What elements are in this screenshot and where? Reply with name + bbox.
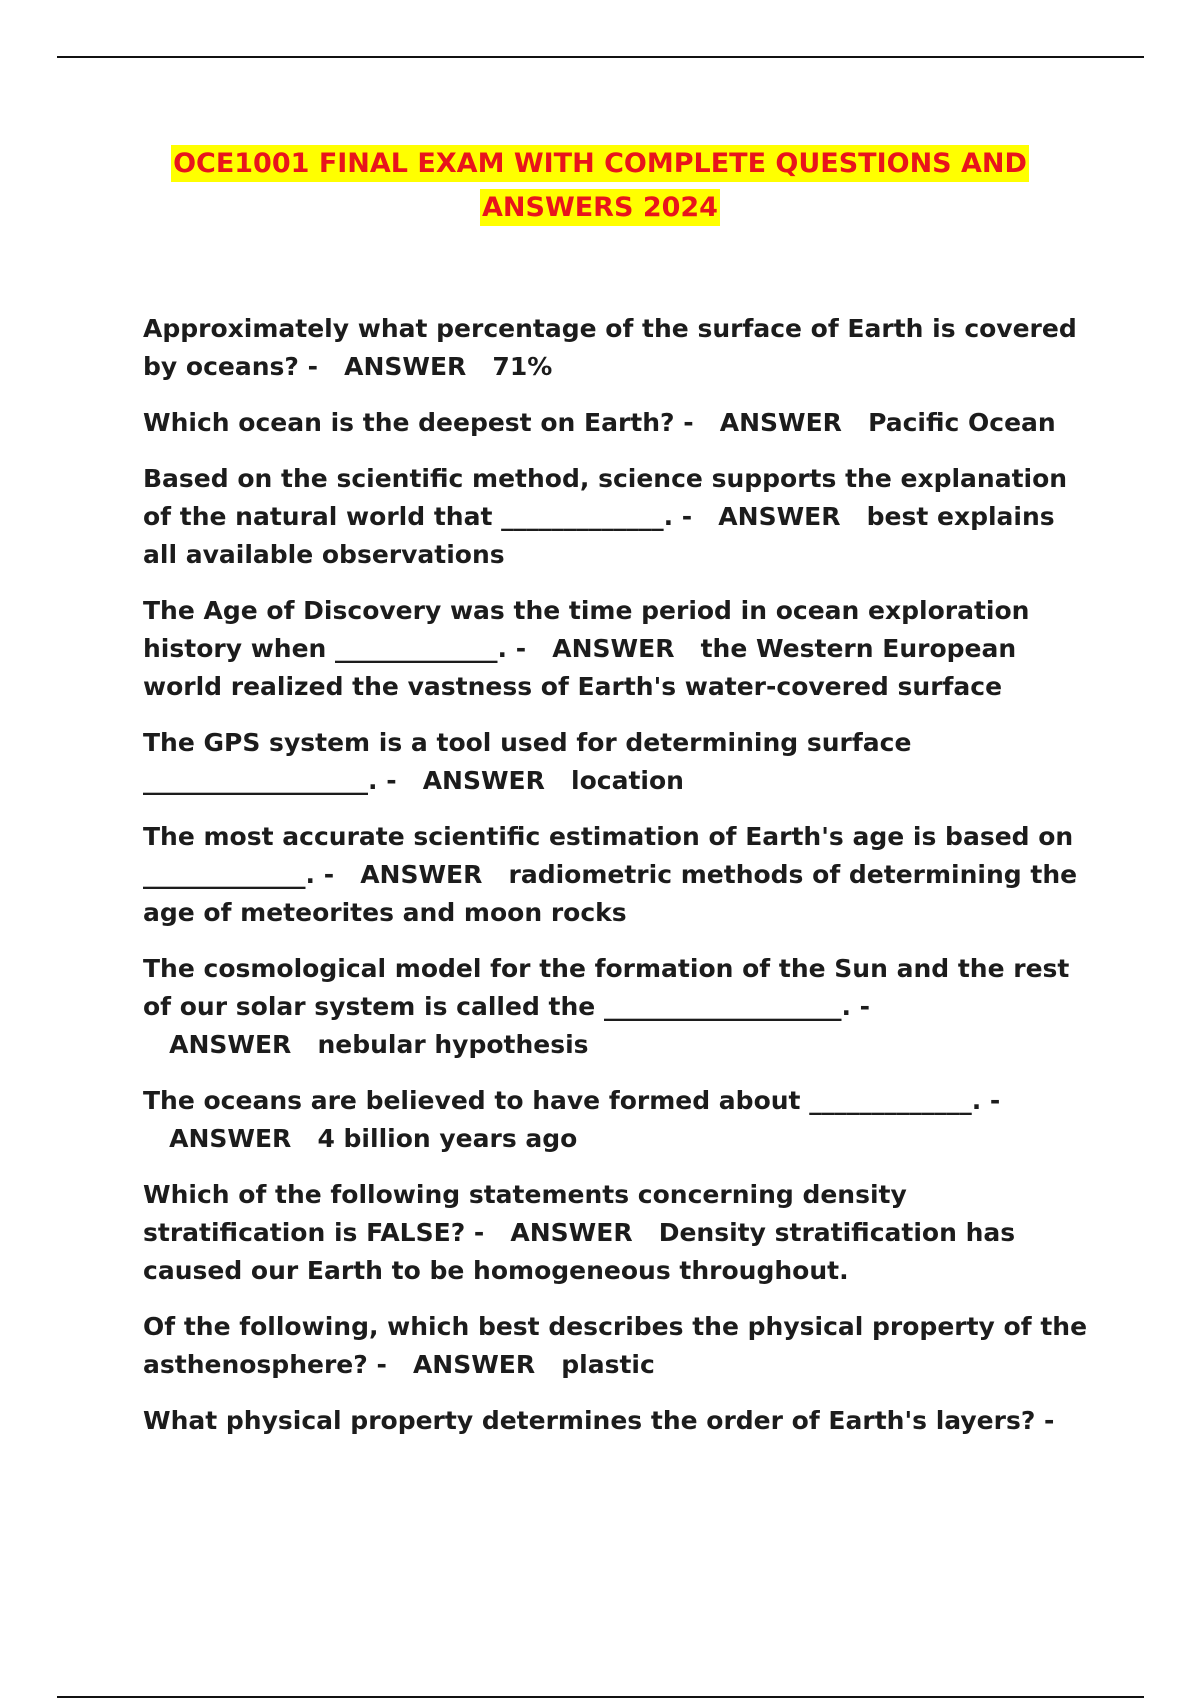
question-text: Of the following, which best describes the physical property of the asthenosphere? -	[143, 1312, 1088, 1379]
answer-label: ANSWER	[344, 352, 467, 381]
answer-label: ANSWER	[412, 1350, 536, 1379]
qa-item	[143, 1082, 1093, 1158]
answer-text: the Western European world realized the vastness of Earth's water-covered surface	[143, 634, 1017, 701]
qa-item	[143, 1402, 1093, 1440]
answer-text: radiometric methods of determining the age of meteorites and moon rocks	[143, 860, 1078, 927]
qa-item	[143, 950, 1093, 1064]
question-text: The cosmological model for the formation of the Sun and the rest of our solar system is called the ___________________. -	[143, 954, 1070, 1021]
answer-text: Density stratification has caused our Earth to be homogeneous throughout.	[143, 1218, 1016, 1285]
qa-item	[143, 460, 1093, 574]
answer-label: ANSWER	[422, 766, 545, 795]
answer-label: ANSWER	[360, 860, 483, 889]
qa-list	[143, 310, 1093, 1458]
question-text: What physical property determines the order of Earth's layers? -	[143, 1406, 1055, 1435]
bottom-rule	[57, 1696, 1144, 1698]
answer-label: ANSWER	[169, 1124, 292, 1153]
question-text: Approximately what percentage of the surface of Earth is covered by oceans? -	[143, 314, 1077, 381]
qa-item	[143, 310, 1093, 386]
document-title	[100, 142, 1100, 230]
question-text: The most accurate scientific estimation of Earth's age is based on _____________. -	[143, 822, 1074, 889]
qa-item	[143, 592, 1093, 706]
answer-label: ANSWER	[719, 408, 842, 437]
title-line-2: ANSWERS 2024	[480, 189, 720, 226]
answer-label: ANSWER	[510, 1218, 633, 1247]
answer-text: 4 billion years ago	[317, 1124, 578, 1153]
qa-item	[143, 724, 1093, 800]
answer-text: plastic	[561, 1350, 655, 1379]
question-text: Which ocean is the deepest on Earth? -	[143, 408, 694, 437]
answer-text: nebular hypothesis	[317, 1030, 589, 1059]
question-text: The oceans are believed to have formed about _____________. -	[143, 1086, 1001, 1115]
answer-label: ANSWER	[718, 502, 841, 531]
qa-item	[143, 404, 1093, 442]
qa-item	[143, 818, 1093, 932]
answer-text: Pacific Ocean	[868, 408, 1056, 437]
question-text: Based on the scientific method, science supports the explanation of the natural world that _____________. -	[143, 464, 1068, 531]
question-text: Which of the following statements concerning density stratification is FALSE? -	[143, 1180, 907, 1247]
question-text: The Age of Discovery was the time period in ocean exploration history when _____________. -	[143, 596, 1030, 663]
answer-text: 71%	[492, 352, 553, 381]
qa-item	[143, 1176, 1093, 1290]
qa-item	[143, 1308, 1093, 1384]
title-line-1: OCE1001 FINAL EXAM WITH COMPLETE QUESTIONS AND	[171, 145, 1029, 182]
answer-text: best explains all available observations	[143, 502, 1055, 569]
answer-label: ANSWER	[169, 1030, 292, 1059]
question-text: The GPS system is a tool used for determining surface __________________. -	[143, 728, 912, 795]
answer-label: ANSWER	[552, 634, 675, 663]
answer-text: location	[571, 766, 684, 795]
top-rule	[57, 56, 1144, 58]
